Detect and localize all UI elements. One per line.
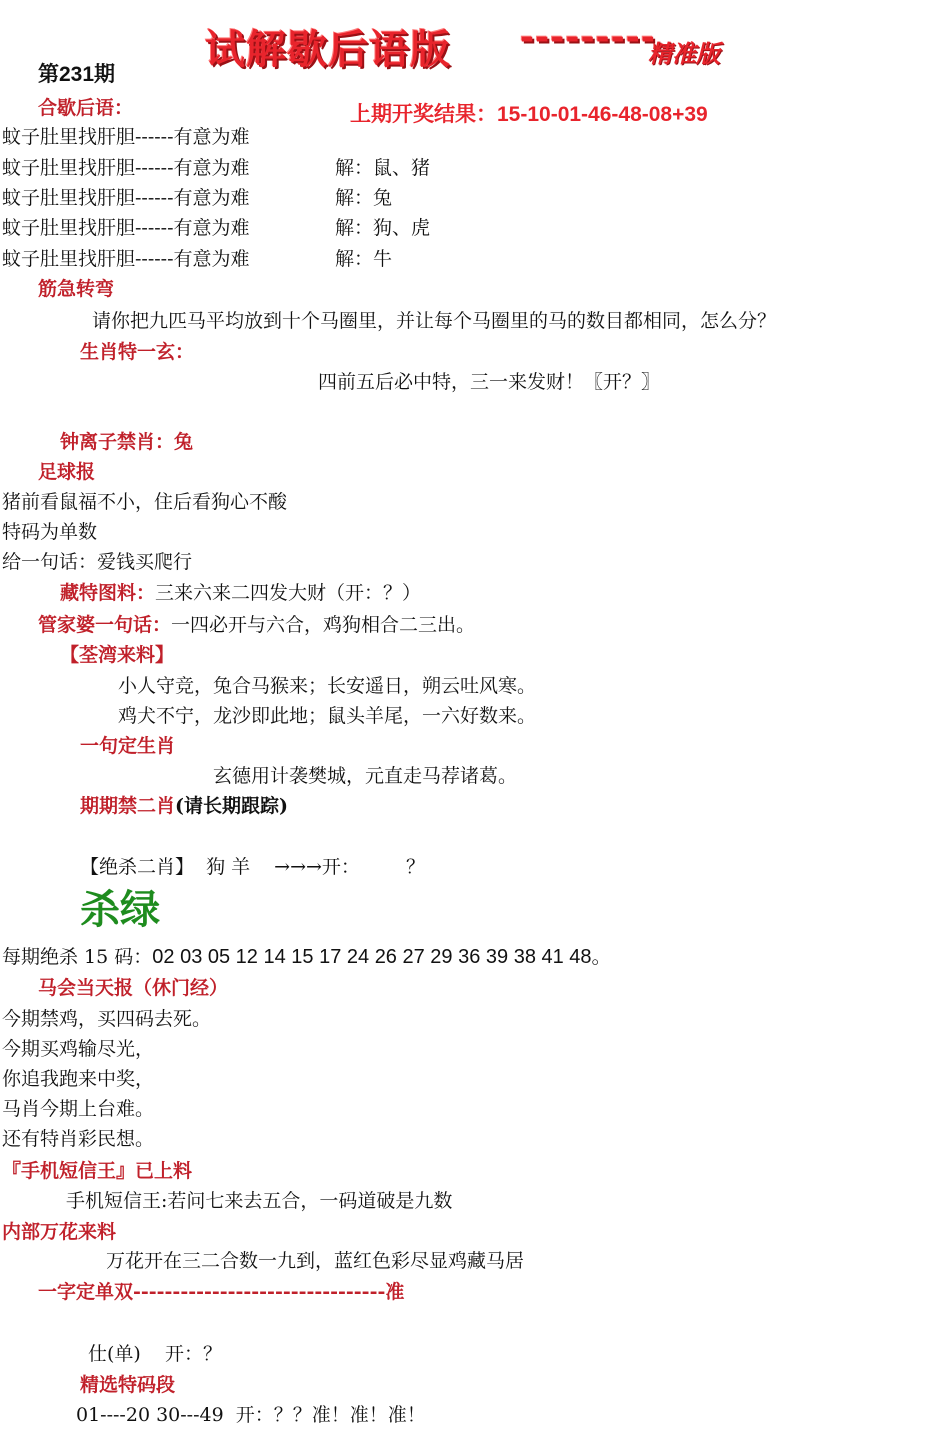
horse-report-line: 马肖今期上台难。 [2, 1098, 155, 1120]
quanwan-heading: 【荃湾来料】 [60, 644, 175, 666]
football-line: 特码为单数 [2, 521, 98, 543]
football-line: 给一句话：爱钱买爬行 [2, 551, 193, 573]
ban-two-label: 期期禁二肖 [80, 795, 176, 817]
kill15-numbers: 02 03 05 12 14 15 17 24 26 27 29 36 39 38 41 48。 [152, 946, 612, 968]
single-double-heading: 一字定单双--------------------------------准 [38, 1281, 405, 1303]
xiehouyu-hint: 解：鼠、猪 [335, 157, 431, 179]
banner-dashes: --------- [520, 18, 657, 58]
xiehouyu-hint: 解：牛 [335, 248, 393, 270]
hidden-map-text: 三来六来二四发大财（开：？） [155, 582, 422, 604]
kill15-row [2, 945, 612, 969]
xiehouyu-row: 蚊子肚里找肝胆------有意为难 [2, 217, 250, 239]
hidden-map-label: 藏特图料： [60, 582, 156, 604]
horse-report-heading: 马会当天报（休门经） [38, 977, 229, 999]
one-sentence-text: 玄德用计袭樊城，元直走马荐诸葛。 [213, 765, 518, 787]
sms-king-heading: 『手机短信王』已上料 [2, 1160, 193, 1182]
issue-number: 第231期 [38, 63, 116, 86]
xiehouyu-hint: 解：兔 [335, 187, 393, 209]
quanwan-line: 小人守竞，兔合马猴来；长安遥日，朔云吐风寒。 [118, 675, 537, 697]
single-double-text: 仕(单) 开：？ [88, 1343, 222, 1365]
xiehouyu-row: 蚊子肚里找肝胆------有意为难 [2, 187, 250, 209]
last-result: 上期开奖结果：15-10-01-46-48-08+39 [350, 103, 708, 126]
kill15-label: 每期绝杀 15 码： [2, 946, 153, 968]
xiehouyu-row: 蚊子肚里找肝胆------有意为难 [2, 157, 250, 179]
xiehouyu-row: 蚊子肚里找肝胆------有意为难 [2, 126, 250, 148]
special-xuan-heading: 生肖特一玄： [80, 341, 195, 363]
kill-green: 杀绿 [80, 887, 160, 933]
zhongli-text: 钟离子禁肖：兔 [60, 431, 194, 453]
horse-report-line: 今期买鸡输尽光， [2, 1038, 155, 1060]
xiehouyu-heading: 合歇后语： [38, 97, 134, 119]
housekeeper-row [38, 613, 475, 637]
xiehouyu-row: 蚊子肚里找肝胆------有意为难 [2, 248, 250, 270]
wanhua-text: 万花开在三二合数一九到，蓝红色彩尽显鸡藏马居 [106, 1250, 525, 1272]
banner-edition: 精准版 [648, 40, 720, 68]
special-xuan-text: 四前五后必中特，三一来发财！〖开？〗 [318, 371, 661, 393]
kill-two-animals: 狗 羊 [206, 856, 251, 878]
one-sentence-heading: 一句定生肖 [80, 735, 176, 757]
ban-two-note: (请长期跟踪) [175, 795, 288, 817]
kill-two-open: ？ [405, 856, 425, 878]
housekeeper-text: 一四必开与六合，鸡狗相合二三出。 [171, 614, 476, 636]
horse-report-line: 今期禁鸡，买四码去死。 [2, 1008, 212, 1030]
wanhua-heading: 内部万花来料 [2, 1221, 117, 1243]
brain-teaser-heading: 筋急转弯 [38, 278, 115, 300]
kill-two-label: 【绝杀二肖】 [80, 856, 195, 878]
segment-text: 01----20 30---49 开：？？准！准！准！ [76, 1404, 426, 1426]
football-line: 猪前看鼠福不小，住后看狗心不酸 [2, 491, 288, 513]
ban-two-row [80, 794, 288, 818]
quanwan-line: 鸡犬不宁，龙沙即此地；鼠头羊尾，一六好数来。 [118, 705, 537, 727]
horse-report-line: 还有特肖彩民想。 [2, 1128, 155, 1150]
horse-report-line: 你追我跑来中奖， [2, 1068, 155, 1090]
sms-king-text: 手机短信王:若问七来去五合，一码道破是九数 [66, 1190, 453, 1212]
kill-two-row [80, 855, 425, 879]
hidden-map-row [60, 581, 421, 605]
brain-teaser-text: 请你把九匹马平均放到十个马圈里，并让每个马圈里的马的数目都相同，怎么分？ [92, 310, 777, 332]
xiehouyu-hint: 解：狗、虎 [335, 217, 431, 239]
segment-heading: 精选特码段 [80, 1374, 176, 1396]
banner-title: 试解歇后语版 [205, 27, 451, 73]
housekeeper-label: 管家婆一句话： [38, 614, 172, 636]
kill-two-arrows: →→→开： [274, 856, 360, 878]
football-heading: 足球报 [38, 461, 96, 483]
